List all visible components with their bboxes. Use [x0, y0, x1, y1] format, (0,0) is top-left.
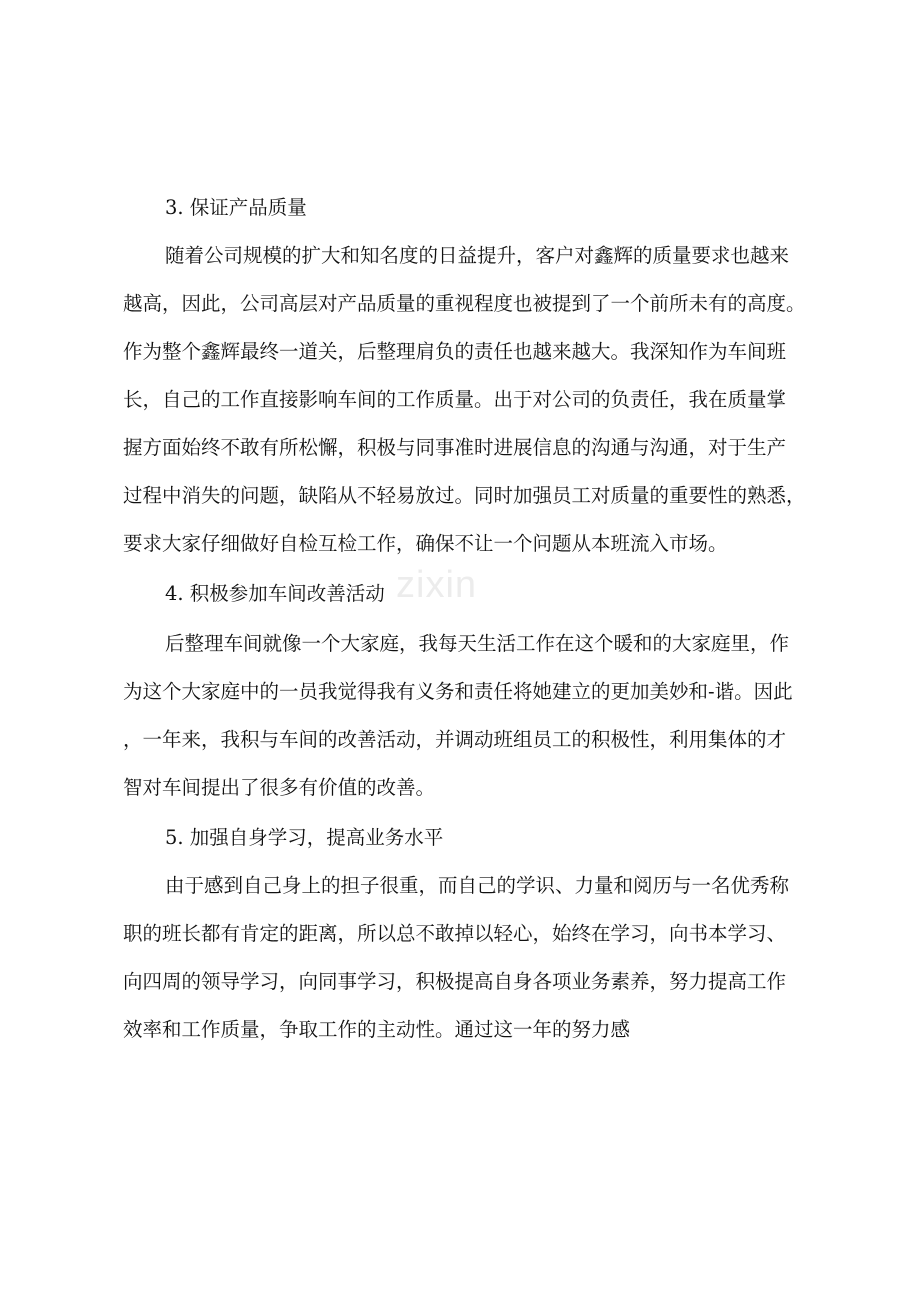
line-text: 向四周的领导学习，向同事学习，积极提高自身各项业务素养，努力提高工作 — [123, 970, 787, 993]
line-text: 随着公司规模的扩大和知名度的日益提升，客户对鑫辉的质量要求也越来 — [165, 244, 790, 267]
paragraph-line — [0, 768, 920, 808]
line-text: 要求大家仔细做好自检互检工作，确保不让一个问题从本班流入市场。 — [123, 532, 728, 555]
heading-text: 4. 积极参加车间改善活动 — [165, 582, 385, 605]
paragraph-line — [0, 236, 920, 276]
section-heading — [0, 574, 920, 614]
line-text: 作为整个鑫辉最终一道关，后整理肩负的责任也越来越大。我深知作为车间班 — [123, 340, 787, 363]
paragraph-line — [0, 524, 920, 564]
paragraph-line — [0, 380, 920, 420]
line-text: 长，自己的工作直接影响车间的工作质量。出于对公司的负责任，我在质量掌 — [123, 388, 787, 411]
paragraph-line — [0, 428, 920, 468]
paragraph-line — [0, 624, 920, 664]
heading-text: 5. 加强自身学习，提高业务水平 — [165, 826, 444, 849]
paragraph-line — [0, 914, 920, 954]
line-text: 后整理车间就像一个大家庭，我每天生活工作在这个暖和的大家庭里，作 — [165, 632, 790, 655]
line-text: 为这个大家庭中的一员我觉得我有义务和责任将她建立的更加美妙和-谐。因此 — [123, 680, 793, 703]
line-text: 越高，因此，公司高层对产品质量的重视程度也被提到了一个前所未有的高度。 — [123, 292, 806, 315]
line-text: 职的班长都有肯定的距离，所以总不敢掉以轻心，始终在学习，向书本学习、 — [123, 922, 787, 945]
line-text: 过程中消失的问题，缺陷从不轻易放过。同时加强员工对质量的重要性的熟悉， — [123, 484, 806, 507]
line-text: 智对车间提出了很多有价值的改善。 — [123, 776, 436, 799]
line-text: 由于感到自己身上的担子很重，而自己的学识、力量和阅历与一名优秀称 — [165, 874, 790, 897]
paragraph-line — [0, 866, 920, 906]
paragraph-line — [0, 1010, 920, 1050]
watermark: zixin — [396, 564, 478, 606]
paragraph-line — [0, 476, 920, 516]
paragraph-line — [0, 720, 920, 760]
paragraph-line — [0, 672, 920, 712]
heading-text: 3. 保证产品质量 — [165, 196, 307, 219]
section-heading — [0, 188, 920, 228]
line-text: 效率和工作质量，争取工作的主动性。通过这一年的努力感 — [123, 1018, 631, 1041]
paragraph-line — [0, 962, 920, 1002]
line-text: ，一年来，我积与车间的改善活动，并调动班组员工的积极性，利用集体的才 — [123, 728, 787, 751]
paragraph-line — [0, 332, 920, 372]
paragraph-line — [0, 284, 920, 324]
line-text: 握方面始终不敢有所松懈，积极与同事准时进展信息的沟通与沟通，对于生产 — [123, 436, 787, 459]
section-heading — [0, 818, 920, 858]
